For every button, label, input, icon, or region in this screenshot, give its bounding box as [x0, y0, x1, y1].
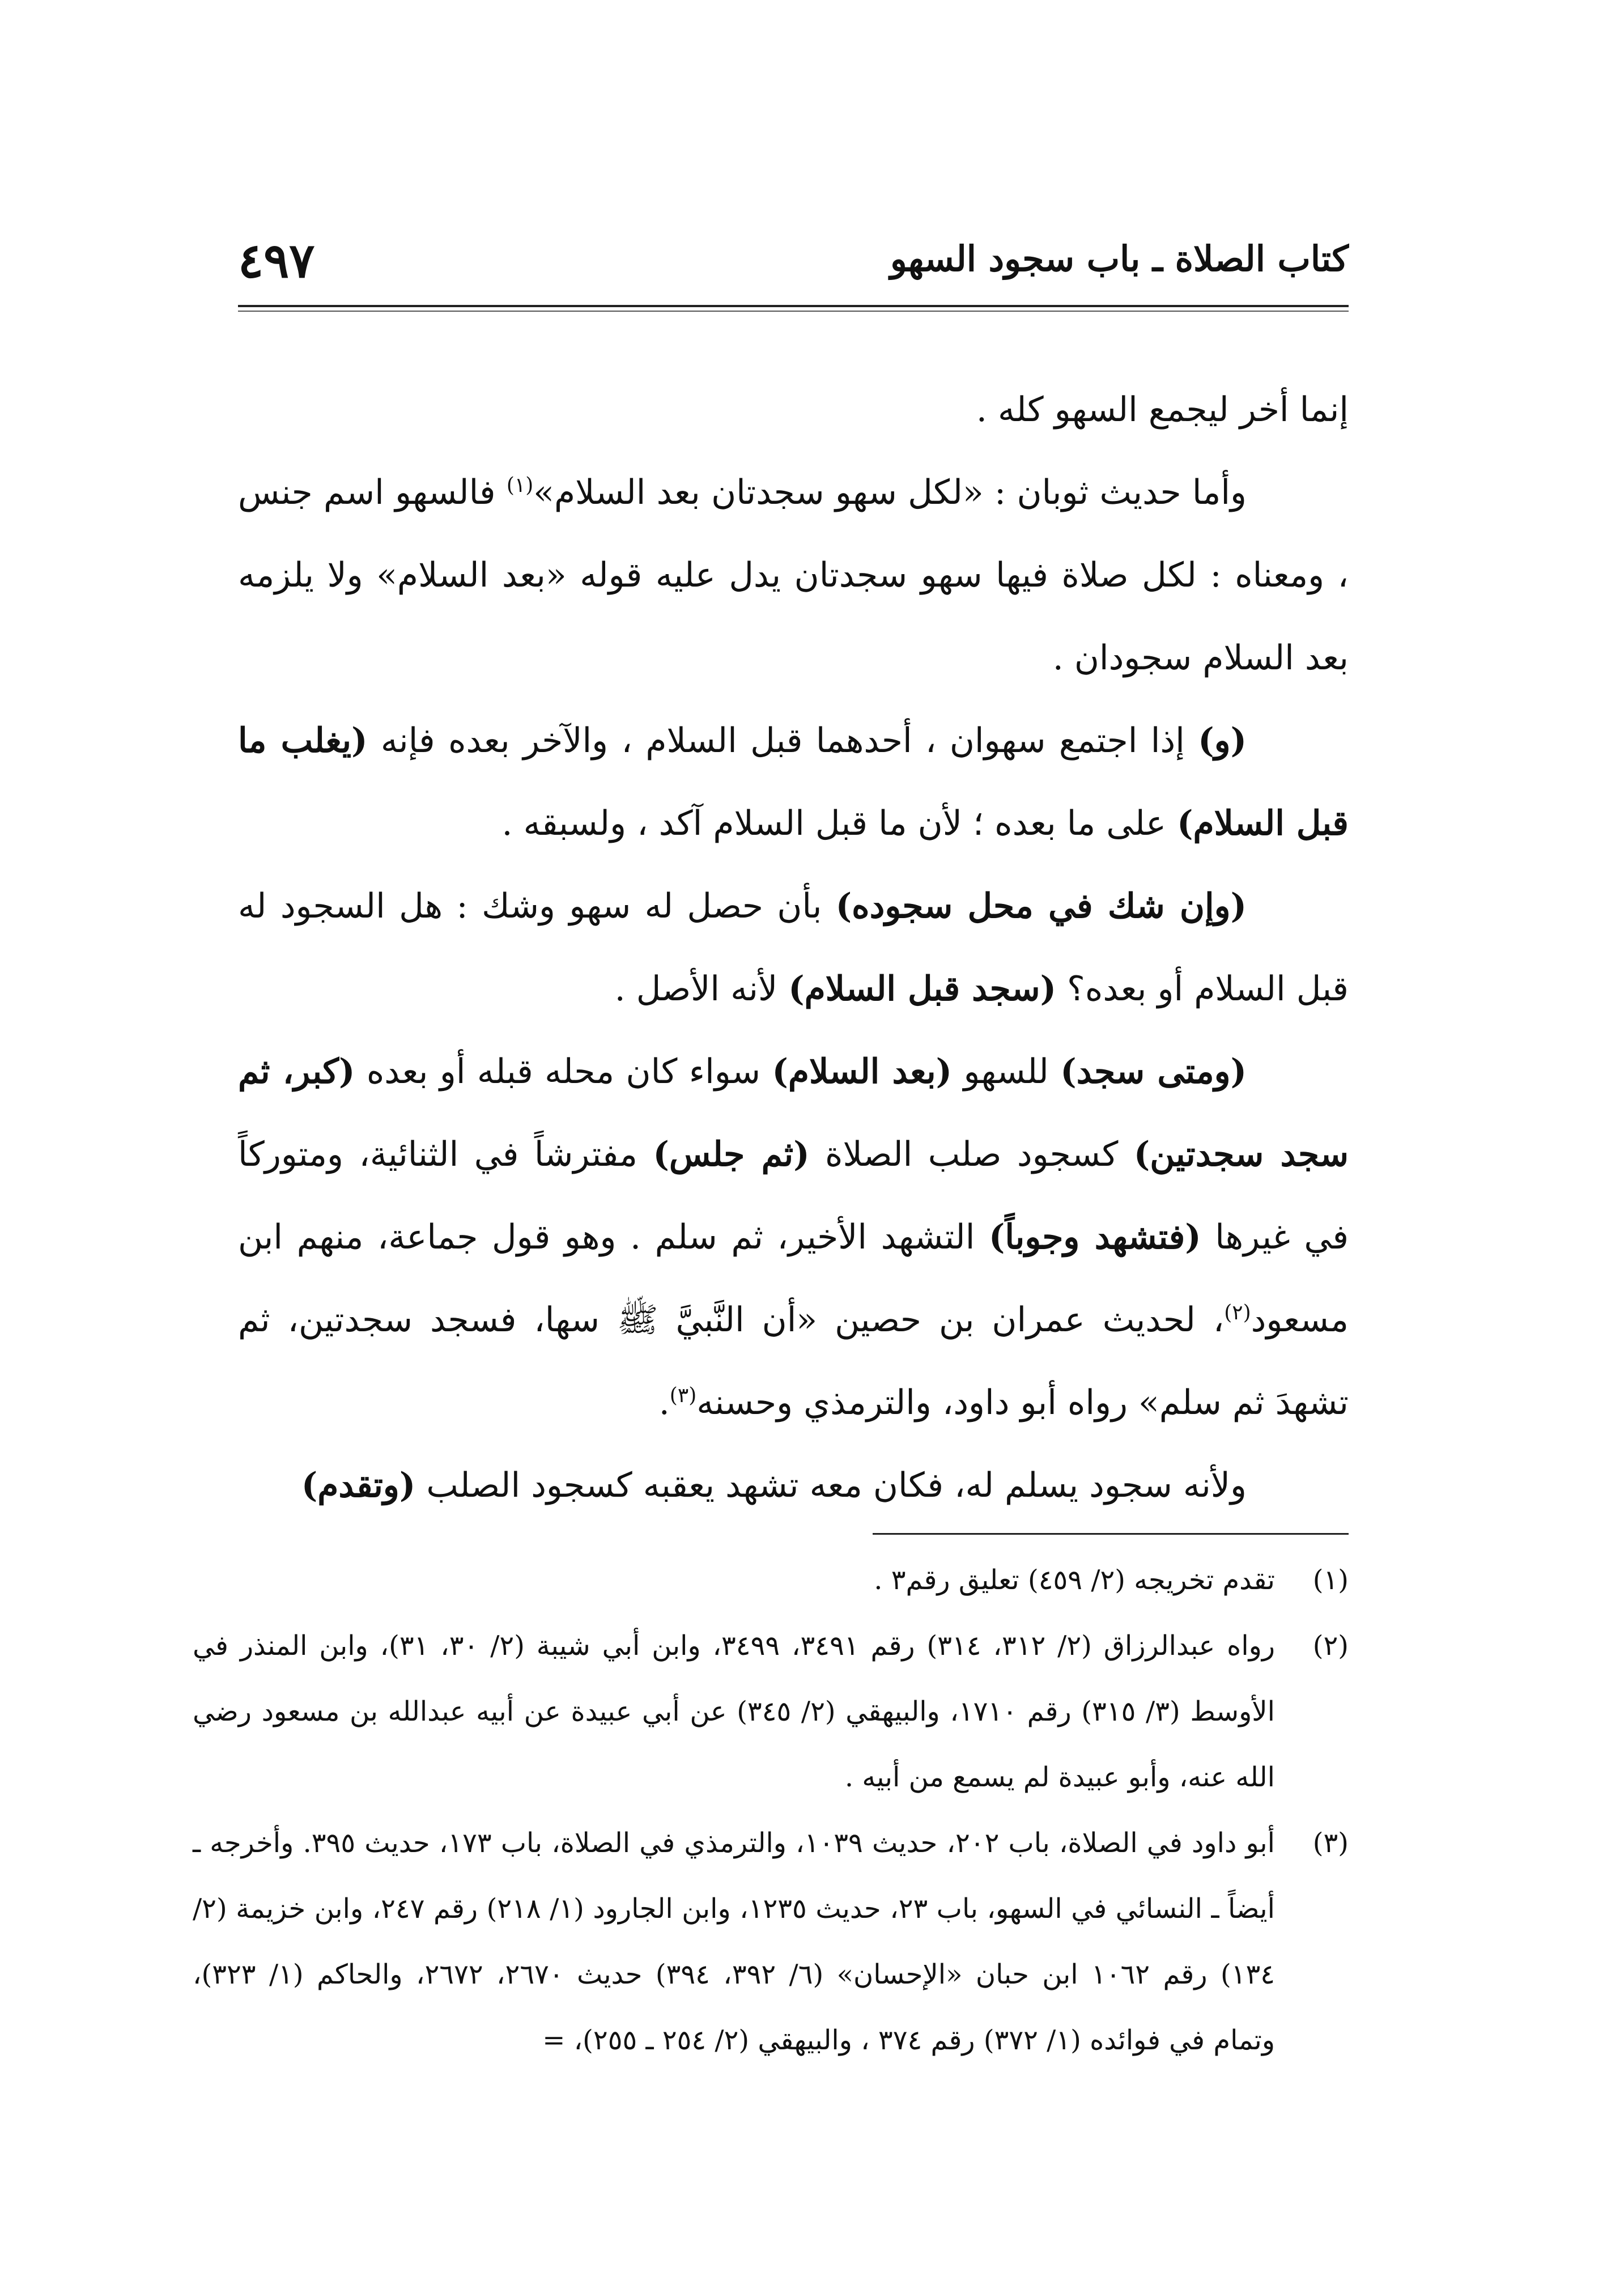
footnotes [193, 1547, 1349, 2073]
text-run: للسهو [952, 1052, 1061, 1092]
footnote-ref-3: (٣) [669, 1384, 697, 1407]
bold-run: (يغلب ما قبل السلام) [238, 721, 1349, 843]
text-run: ولأنه سجود يسلم له، فكان معه تشهد يعقبه كسجود الصلب [415, 1466, 1247, 1505]
header-rule [238, 305, 1349, 307]
footnote-separator [873, 1533, 1349, 1535]
footnote-text: تقدم تخريجه (٢/ ٤٥٩) تعليق رقم٣ . [874, 1564, 1275, 1596]
footnote-ref-1: (١) [506, 474, 534, 497]
main-text [238, 368, 1349, 1527]
text-run: فالسهو اسم جنس ، ومعناه : لكل صلاة فيها سهو سجدتان يدل عليه قوله «بعد السلام» ولا يلزمه بعد السلام سجودان . [238, 473, 1349, 678]
footnote-text: رواه عبدالرزاق (٢/ ٣١٢، ٣١٤) رقم ٣٤٩١، ٣٤٩٩، وابن أبي شيبة (٢/ ٣٠، ٣١)، وابن المنذر في الأوسط (٣/ ٣١٥) رقم ١٧١٠، والبيهقي (٢/ ٣٤٥) عن أبي عبيدة عن أبيه عبدالله بن مسعود رضي الله عنه، وأبو عبيدة لم يسمع من أبيه . [193, 1630, 1276, 1793]
footnote-number: (٢) [1312, 1630, 1349, 1662]
header-rule-secondary [238, 311, 1349, 312]
text-run: كسجود صلب الصلاة [809, 1135, 1134, 1174]
paragraph-3 [238, 699, 1349, 865]
bold-run: (سجد قبل السلام) [788, 969, 1056, 1009]
bold-run: (ثم جلس) [653, 1135, 810, 1174]
paragraph-2 [238, 451, 1349, 699]
paragraph-4 [238, 865, 1349, 1030]
footnote [193, 1613, 1349, 1810]
page-number: ٤٩٧ [238, 232, 315, 288]
text-run: التشهد الأخير، ثم سلم . وهو قول جماعة، منهم ابن مسعود [238, 1217, 1349, 1340]
bold-run: (وتقدم) [301, 1466, 416, 1505]
paragraph-5 [238, 1030, 1349, 1444]
bold-run: (فتشهد وجوباً) [988, 1217, 1201, 1257]
paragraph-1 [238, 368, 1349, 451]
footnote [193, 1547, 1349, 1613]
footnote-text: أبو داود في الصلاة، باب ٢٠٢، حديث ١٠٣٩، والترمذي في الصلاة، باب ١٧٣، حديث ٣٩٥. وأخرجه ـ أيضاً ـ النسائي في السهو، باب ٢٣، حديث ١٢٣٥، وابن الجارود (١/ ٢١٨) رقم ٢٤٧، وابن خزيمة (٢/ ١٣٤) رقم ١٠٦٢ ابن حبان «الإحسان» (٦/ ٣٩٢، ٣٩٤) حديث ٢٦٧٠، ٢٦٧٢، والحاكم (١/ ٣٢٣)، وتمام في فوائده (١/ ٣٧٢) رقم ٣٧٤ ، والبيهقي (٢/ ٢٥٤ ـ ٢٥٥)، = [193, 1827, 1276, 2056]
running-title: كتاب الصلاة ـ باب سجود السهو [890, 238, 1349, 279]
text-run: مفترشاً في الثنائية، ومتوركاً في غيرها [238, 1135, 1349, 1257]
text-run: سواء كان محله قبله أو بعده [355, 1052, 772, 1092]
text-run: إنما أخر ليجمع السهو كله . [976, 390, 1349, 430]
text-run: لأنه الأصل . [614, 969, 789, 1009]
text-run: على ما بعده ؛ لأن ما قبل السلام آكد ، ولسبقه . [501, 804, 1177, 843]
page-header [238, 232, 1349, 300]
text-run: بأن حصل له سهو وشك : هل السجود له قبل السلام أو بعده؟ [238, 886, 1349, 1009]
text-run: . [658, 1383, 670, 1422]
text-run: وأما حديث ثوبان : «لكل سهو سجدتان بعد السلام» [533, 473, 1247, 512]
footnote [193, 1810, 1349, 2073]
bold-run: (و) [1198, 721, 1247, 761]
bold-run: (كبر، ثم سجد سجدتين) [238, 1052, 1349, 1174]
text-run: إذا اجتمع سهوان ، أحدهما قبل السلام ، والآخر بعده فإنه [367, 721, 1198, 761]
bold-run: (ومتى سجد) [1060, 1052, 1247, 1092]
bold-run: (بعد السلام) [772, 1052, 953, 1092]
bold-run: (وإن شك في محل سجوده) [835, 886, 1247, 926]
text-run: ، لحديث عمران بن حصين «أن النَّبيَّ ﷺ سها، فسجد سجدتين، ثم تشهدَ ثم سلم» رواه أبو داود، والترمذي وحسنه [238, 1300, 1349, 1422]
paragraph-6 [238, 1444, 1349, 1527]
footnote-ref-2: (٢) [1224, 1301, 1251, 1324]
footnote-number: (١) [1312, 1564, 1349, 1596]
footnote-number: (٣) [1312, 1827, 1349, 1859]
